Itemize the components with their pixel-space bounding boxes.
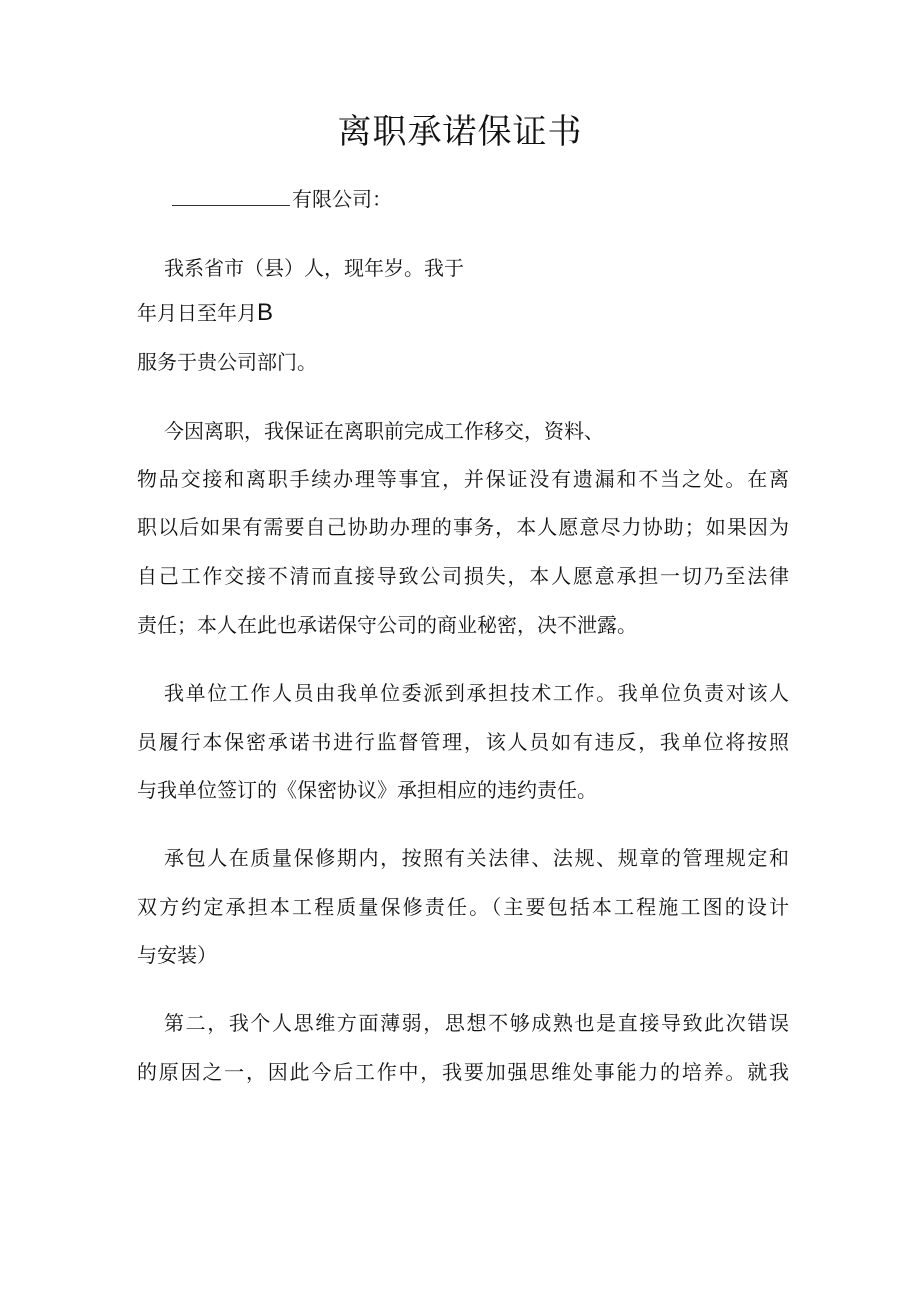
paragraph1-line2-text: 年月日至年月: [137, 301, 257, 325]
paragraph5-line2: 的原因之一，因此今后工作中，我要加强思维处事能力的培养。就我: [137, 1060, 789, 1084]
paragraph1-line2: [137, 298, 273, 328]
paragraph1-line1: 我系省市（县）人，现年岁。我于: [164, 256, 464, 280]
paragraph3-line2: 员履行本保密承诺书进行监督管理，该人员如有违反，我单位将按照: [137, 730, 789, 754]
paragraph4-line1: 承包人在质量保修期内，按照有关法律、法规、规章的管理规定和: [164, 846, 789, 870]
salutation-suffix: 有限公司：: [292, 187, 392, 211]
paragraph1-line3: 服务于贵公司部门。: [137, 350, 317, 374]
paragraph5-line1: 第二，我个人思维方面薄弱，思想不够成熟也是直接导致此次错误: [164, 1011, 789, 1035]
paragraph2-line5: 责任；本人在此也承诺保守公司的商业秘密，决不泄露。: [137, 613, 637, 637]
paragraph2-line2: 物品交接和离职手续办理等事宜，并保证没有遗漏和不当之处。在离: [137, 467, 789, 491]
paragraph4-line3: 与安装）: [137, 943, 217, 967]
paragraph4-line2: 双方约定承担本工程质量保修责任。（主要包括本工程施工图的设计: [137, 895, 789, 919]
paragraph2-line3: 职以后如果有需要自己协助办理的事务，本人愿意尽力协助；如果因为: [137, 515, 789, 539]
document-title: 离职承诺保证书: [337, 112, 583, 152]
company-name-blank: [172, 185, 290, 206]
paragraph2-line4: 自己工作交接不清而直接导致公司损失，本人愿意承担一切乃至法律: [137, 564, 789, 588]
paragraph3-line3: 与我单位签订的《保密协议》承担相应的违约责任。: [137, 778, 597, 802]
paragraph3-line1: 我单位工作人员由我单位委派到承担技术工作。我单位负责对该人: [164, 681, 789, 705]
paragraph2-line1: 今因离职，我保证在离职前完成工作移交，资料、: [164, 419, 604, 443]
paragraph1-line2-mark: B: [257, 299, 274, 326]
salutation-line: [172, 184, 392, 214]
